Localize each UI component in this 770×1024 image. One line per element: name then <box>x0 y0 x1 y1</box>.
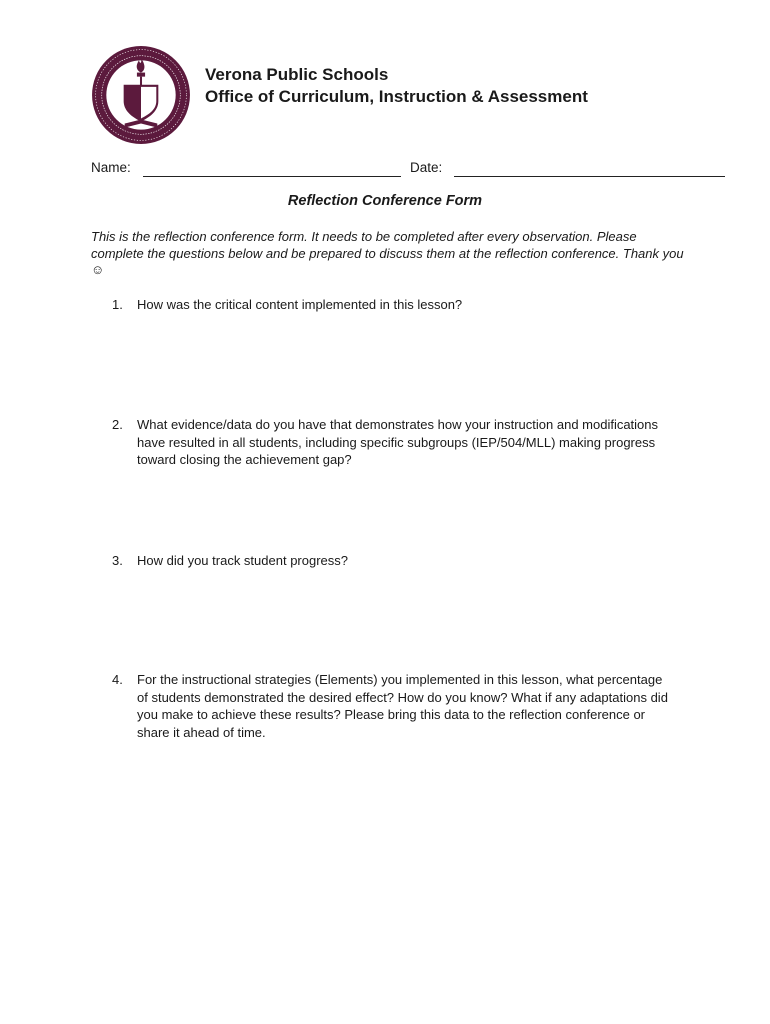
question-number: 4. <box>112 672 123 687</box>
date-label: Date: <box>410 160 443 175</box>
school-seal-logo <box>90 44 192 146</box>
question-number: 1. <box>112 297 123 312</box>
office-name: Office of Curriculum, Instruction & Assessment <box>205 87 588 106</box>
name-field[interactable] <box>143 176 401 177</box>
torch-cup <box>137 73 145 77</box>
question-2 <box>112 416 672 469</box>
name-date-row <box>91 160 725 180</box>
question-text: How did you track student progress? <box>137 553 348 568</box>
question-text: How was the critical content implemented in this lesson? <box>137 297 463 312</box>
form-title: Reflection Conference Form <box>287 193 483 209</box>
question-number: 2. <box>112 417 123 432</box>
date-field[interactable] <box>454 176 725 177</box>
question-4 <box>112 671 672 741</box>
question-text: For the instructional strategies (Elements) you implemented in this lesson, what percentage of students demonstrated the desired effect? How do you know? What if any adaptations did you make to achieve these results? Please bring this data to the reflection conference or share it ahead of time. <box>137 672 668 740</box>
letterhead <box>205 64 588 108</box>
question-3 <box>112 552 672 570</box>
question-text: What evidence/data do you have that demonstrates how your instruction and modifications have resulted in all students, including specific subgroups (IEP/504/MLL) making progress toward closing the achievement gap? <box>137 417 659 467</box>
org-name: Verona Public Schools <box>205 65 389 84</box>
question-number: 3. <box>112 553 123 568</box>
name-label: Name: <box>91 160 131 175</box>
question-1 <box>112 296 672 314</box>
intro-paragraph: This is the reflection conference form. It needs to be completed after every observation. Please complete the questions below and be prepared to discuss them at the reflection conference. Thank you☺ <box>91 229 684 277</box>
